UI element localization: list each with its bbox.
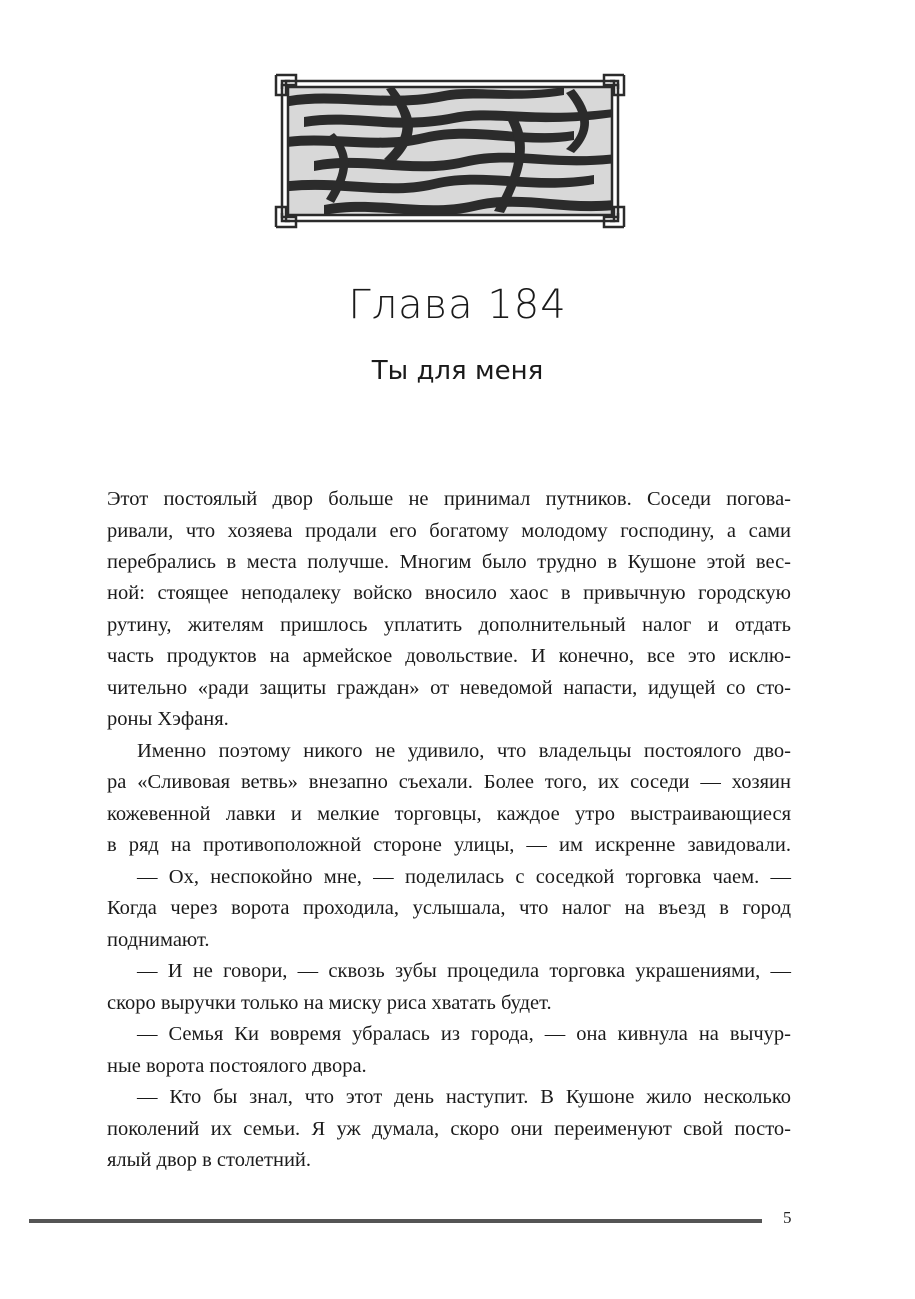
body-line: — Ох, неспокойно мне, — поделилась с соседкой торговка чаем. — [137, 866, 791, 888]
body-line: поколений их семьи. Я уж думала, скоро они переименуют свой посто- [107, 1118, 791, 1140]
body-line: в ряд на противоположной стороне улицы, — им искренне завидовали. [107, 834, 791, 856]
body-line: поднимают. [107, 929, 210, 951]
body-line: ра «Сливовая ветвь» внезапно съехали. Более того, их соседи — хозяин [107, 771, 791, 793]
body-line: скоро выручки только на миску риса хватать будет. [107, 992, 552, 1014]
body-line: роны Хэфаня. [107, 708, 229, 730]
body-line: — Семья Ки вовремя убралась из города, — она кивнула на вычур- [137, 1023, 791, 1045]
chapter-subtitle: Ты для меня [371, 356, 544, 386]
body-line: Именно поэтому никого не удивило, что владельцы постоялого дво- [137, 740, 791, 762]
body-line: — И не говори, — сквозь зубы процедила торговка украшениями, — [137, 960, 791, 982]
body-line: чительно «ради защиты граждан» от неведомой напасти, идущей со сто- [107, 677, 791, 699]
body-line: — Кто бы знал, что этот день наступит. В Кушоне жило несколько [137, 1086, 791, 1108]
body-line: ялый двор в столетний. [107, 1149, 312, 1171]
body-line: кожевенной лавки и мелкие торговцы, каждое утро выстраивающиеся [107, 803, 791, 825]
body-line: Когда через ворота проходила, услышала, что налог на въезд в город [107, 897, 791, 919]
chapter-title: Глава 184 [348, 282, 567, 328]
body-line: часть продуктов на армейское довольствие. И конечно, все это исклю- [107, 645, 791, 667]
page-number: 5 [783, 1208, 792, 1227]
zebra-ornament-frame [274, 73, 626, 229]
body-line: ривали, что хозяева продали его богатому молодому господину, а сами [107, 520, 791, 542]
body-line: рутину, жителям пришлось уплатить дополнительный налог и отдать [107, 614, 791, 636]
body-line: ные ворота постоялого двора. [107, 1055, 367, 1077]
body-line: Этот постоялый двор больше не принимал путников. Соседи погова- [107, 488, 791, 510]
body-line: ной: стоящее неподалеку войско вносило хаос в привычную городскую [107, 582, 791, 604]
body-line: перебрались в места получше. Многим было трудно в Кушоне этой вес- [107, 551, 791, 573]
footer-rule [29, 1219, 762, 1223]
